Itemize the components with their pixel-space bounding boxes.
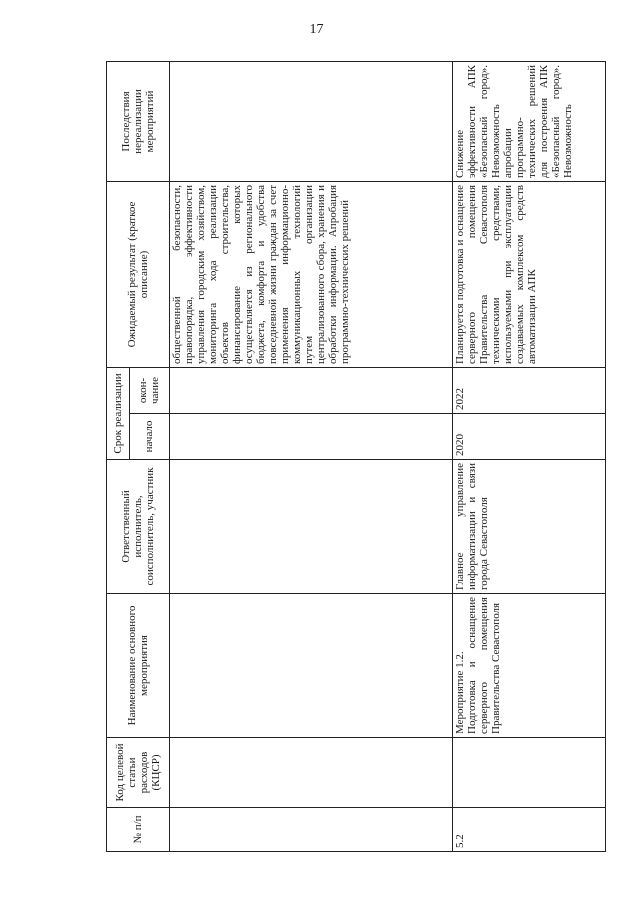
cell-start: 2020 (453, 414, 606, 460)
header-end: окон-чание (129, 367, 170, 413)
cell-end: 2022 (453, 367, 606, 413)
cell-result: Планируется подготовка и оснащение серверного помещения Правительства Севастополя техническими средствами, используемыми при эксплуатации создаваемых комплексом средств автоматизации АПК (453, 181, 606, 367)
cell-name (453, 594, 606, 738)
table-row (453, 61, 606, 851)
page-number: 17 (309, 22, 324, 37)
header-responsible: Ответственный исполнитель, соисполнитель, участник (107, 460, 170, 594)
cell-code (170, 738, 453, 808)
cell-responsible: Главное управление информатизации и связи города Севастополя (453, 460, 606, 594)
header-start: начало (129, 414, 170, 460)
cell-num: 5.2 (453, 808, 606, 852)
header-result: Ожидаемый результат (краткое описание) (107, 181, 170, 367)
cell-num (170, 808, 453, 852)
cell-result: общественной безопасности, правопорядка, эффективности управления городским хозяйством, мониторинга хода реализации объектов строительства, финансирование которых осуществляется из регионального бюджета, комфорта и удобства повседневной жизни граждан за счет применения информационно-коммуникационных технологий путем организации централизованного сбора, хранения и обработки информации. Апробация программно-технических решений (170, 181, 453, 367)
cell-start (170, 414, 453, 460)
table-row (170, 61, 453, 851)
cell-consequences: Снижение эффективности АПК «Безопасный город». Невозможность апробации программно-технических решений для построения АПК «Безопасный город». Невозможность (453, 61, 606, 181)
header-code: Код целевой статьи расходов (КЦСР) (107, 738, 170, 808)
cell-responsible (170, 460, 453, 594)
cell-consequences (170, 61, 453, 181)
measure-title: Мероприятие 1.2. (454, 651, 467, 734)
header-consequences: Последствия нереализации мероприятий (107, 61, 170, 181)
cell-end (170, 367, 453, 413)
header-row (107, 61, 130, 851)
measure-text: Подготовка и оснащение серверного помещения Правительства Севастополя (466, 597, 503, 734)
header-term: Срок реализации (107, 367, 130, 459)
measures-table (106, 61, 606, 852)
cell-name (170, 594, 453, 738)
cell-code (453, 738, 606, 808)
rotated-table-wrapper (106, 62, 606, 852)
header-name: Наименование основного мероприятия (107, 594, 170, 738)
header-num: № п/п (107, 808, 170, 852)
